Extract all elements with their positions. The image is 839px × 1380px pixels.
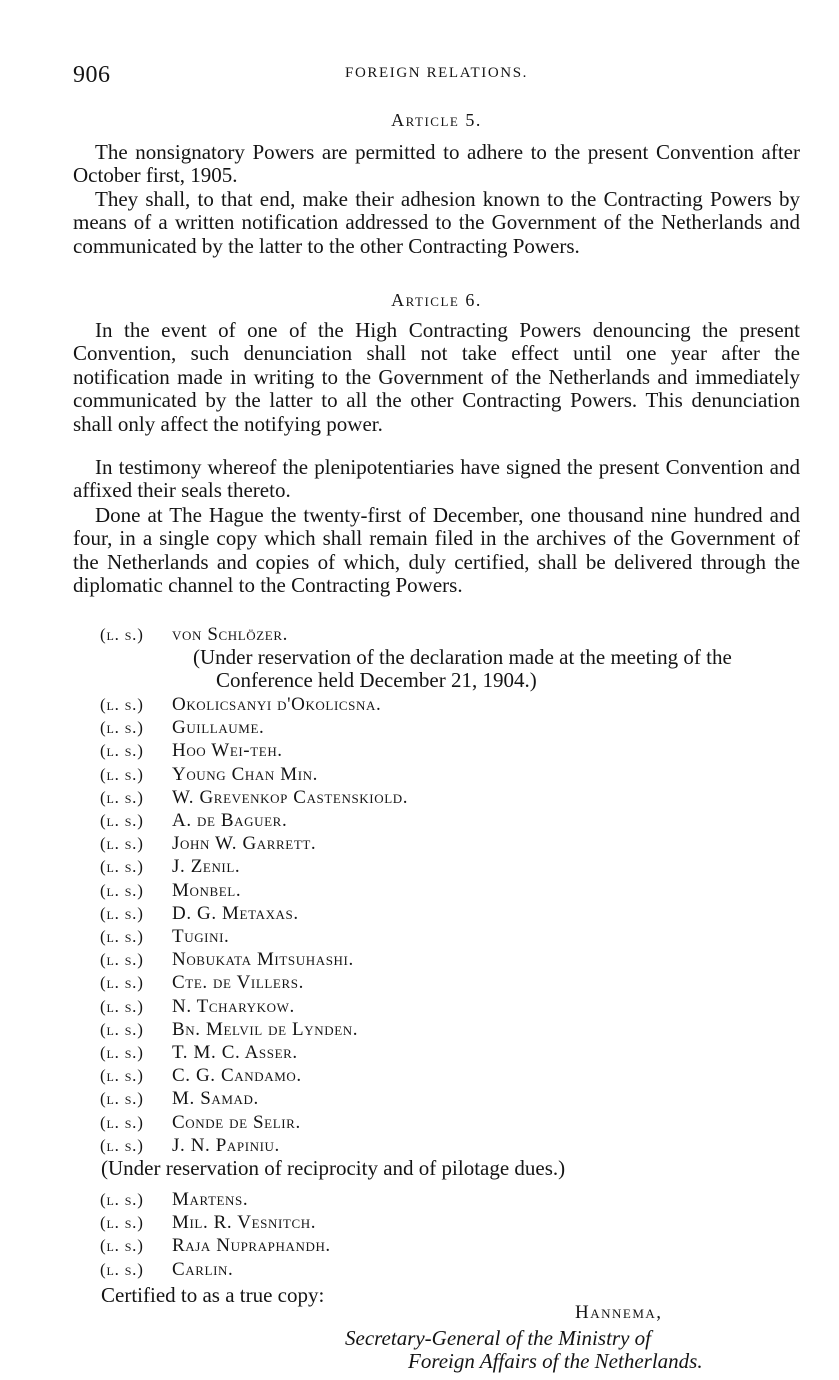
signatory-name: M. Samad. [172, 1088, 259, 1110]
signatory-name: D. G. Metaxas. [172, 902, 299, 924]
seal-label: (l. s.) [100, 950, 144, 970]
seal-label: (l. s.) [100, 903, 144, 923]
seal-label: (l. s.) [100, 1043, 144, 1062]
seal-label: (l. s.) [100, 1259, 144, 1279]
seal-label: (l. s.) [100, 880, 144, 900]
signature-row [100, 1212, 316, 1235]
signature-row [100, 1135, 280, 1158]
signature-row [100, 926, 229, 949]
signatory-name: Mil. R. Vesnitch. [172, 1212, 317, 1234]
signatory-name: Nobukata Mitsuhashi. [172, 949, 354, 971]
signatory-name: N. Tcharykow. [172, 995, 295, 1017]
signatory-name: von Schlözer. [172, 624, 288, 645]
page-header [73, 62, 800, 90]
signatory-name: Monbel. [172, 879, 242, 901]
signatory-name: Bn. Melvil de Lynden. [172, 1018, 359, 1040]
signatory-name: Young Chan Min. [172, 763, 318, 785]
signature-row [100, 764, 318, 787]
signatory-name: Raja Nupraphandh. [172, 1235, 331, 1257]
signature-row [100, 833, 316, 856]
signer-title-line-2: Foreign Affairs of the Netherlands. [408, 1349, 703, 1373]
signature-row [100, 996, 295, 1019]
article-5-paragraph: They shall, to that end, make their adhesion known to the Contracting Powers by means of a written notification addressed to the Government of the Netherlands and communicated by the latter to the other Contracting Powers. [73, 187, 800, 258]
seal-label: (l. s.) [100, 695, 144, 714]
signatory-name: Hoo Wei-teh. [172, 740, 283, 762]
signature-row [100, 624, 288, 647]
seal-label: (l. s.) [100, 811, 144, 830]
signature-row [100, 810, 287, 833]
signatory-name: Tugini. [172, 926, 230, 947]
seal-label: (l. s.) [100, 927, 144, 946]
testimony-paragraph: In testimony whereof the plenipotentiaries have signed the present Convention and affixed their seals thereto. [73, 455, 800, 503]
signature-row [100, 1042, 298, 1065]
signature-row [100, 787, 408, 810]
seal-label: (l. s.) [100, 1089, 144, 1109]
seal-label: (l. s.) [100, 973, 144, 993]
signature-row [100, 856, 240, 879]
signature-row [100, 1065, 302, 1088]
signature-row [100, 1259, 233, 1282]
signature-row [100, 1189, 248, 1212]
seal-label: (l. s.) [100, 1066, 144, 1086]
signature-row [100, 949, 354, 972]
signatory-name: Martens. [172, 1189, 249, 1210]
certified-statement: Certified to as a true copy: [101, 1283, 325, 1307]
signatory-name: C. G. Candamo. [172, 1065, 302, 1087]
signatory-name: Cte. de Villers. [172, 972, 304, 994]
article-6-heading: Article 6. [391, 290, 482, 310]
signatory-name: A. de Baguer. [172, 810, 288, 831]
done-at-paragraph: Done at The Hague the twenty-first of December, one thousand nine hundred and four, in a single copy which shall remain filed in the archives of the Government of the Netherlands and copies of which, duly certified, shall be delivered through the diplomatic channel to the Contracting Powers. [73, 503, 800, 598]
seal-label: (l. s.) [100, 718, 144, 738]
signature-row [100, 1235, 331, 1258]
signature-row [100, 903, 299, 926]
signatory-name: T. M. C. Asser. [172, 1042, 298, 1063]
signatory-name: J. N. Papiniu. [172, 1134, 280, 1156]
reservation-note-declaration: (Under reservation of the declaration made at the meeting of the Conference held December 21, 1904.) [193, 645, 732, 693]
signature-row [100, 717, 264, 740]
seal-label: (l. s.) [100, 996, 144, 1016]
seal-label: (l. s.) [100, 741, 144, 761]
seal-label: (l. s.) [100, 787, 144, 807]
signatory-name: Conde de Selir. [172, 1111, 301, 1133]
signatory-name: Guillaume. [172, 717, 265, 739]
signature-row [100, 1019, 358, 1042]
seal-label: (l. s.) [100, 834, 144, 854]
signature-row [100, 694, 381, 717]
seal-label: (l. s.) [100, 1135, 144, 1155]
seal-label: (l. s.) [100, 1213, 144, 1233]
article-6-paragraph: In the event of one of the High Contracting Powers denouncing the present Convention, such denunciation shall not take effect until one year after the notification made in writing to the Government of the Netherlands and immediately communicated by the latter to all the other Contracting Powers. This denunciation shall only affect the notifying power. [73, 318, 800, 436]
signature-row [100, 1088, 259, 1111]
article-5-heading: Article 5. [391, 110, 482, 130]
signature-row [100, 740, 283, 763]
seal-label: (l. s.) [100, 1112, 144, 1132]
seal-label: (l. s.) [100, 1236, 144, 1256]
signature-row [100, 972, 304, 995]
article-5-paragraph: The nonsignatory Powers are permitted to adhere to the present Convention after October first, 1905. [73, 140, 800, 188]
signatory-name: John W. Garrett. [172, 833, 317, 855]
signer-name: Hannema, [575, 1302, 663, 1323]
signatory-name: Carlin. [172, 1258, 234, 1280]
signatory-name: J. Zenil. [172, 856, 241, 878]
seal-label: (l. s.) [100, 1019, 144, 1039]
signatory-name: Okolicsanyi d'Okolicsna. [172, 694, 382, 715]
running-head: FOREIGN RELATIONS. [345, 65, 528, 81]
seal-label: (l. s.) [100, 1190, 144, 1209]
signatory-name: W. Grevenkop Castenskiold. [172, 786, 409, 808]
seal-label: (l. s.) [100, 625, 144, 644]
reservation-note-pilotage: (Under reservation of reciprocity and of pilotage dues.) [101, 1156, 566, 1180]
seal-label: (l. s.) [100, 857, 144, 877]
signature-row [100, 1112, 301, 1135]
signature-row [100, 880, 241, 903]
signer-title-line-1: Secretary-General of the Ministry of [345, 1326, 651, 1350]
page-number: 906 [73, 62, 111, 88]
seal-label: (l. s.) [100, 764, 144, 784]
